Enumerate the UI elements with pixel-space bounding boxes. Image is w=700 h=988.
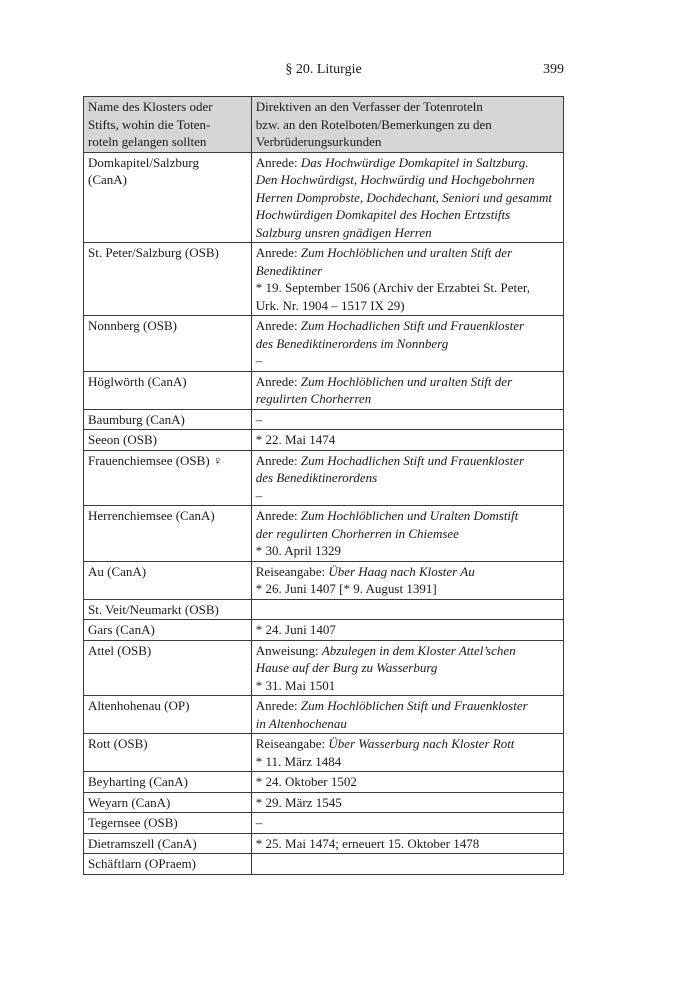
kloster-name-cell <box>84 371 252 409</box>
direktive-line <box>256 621 559 639</box>
direktive-cell <box>251 430 563 451</box>
direktive-line <box>256 487 559 505</box>
kloster-name: Altenhohenau (OP) <box>88 698 190 713</box>
table-row <box>84 243 564 316</box>
plain-text: – <box>255 815 263 830</box>
kloster-name-cell <box>84 696 252 734</box>
kloster-name: Tegernsee (OSB) <box>88 815 178 830</box>
plain-text: Reiseangabe: <box>255 736 329 751</box>
kloster-name-cell <box>84 450 252 506</box>
direktive-line <box>256 431 559 449</box>
direktive-cell <box>251 561 563 599</box>
table-row <box>84 450 564 506</box>
direktive-line <box>256 642 559 660</box>
plain-text: Anrede: <box>255 508 301 523</box>
kloster-name-cell <box>84 506 252 562</box>
direktive-line <box>256 469 559 487</box>
kloster-name: Dietramszell (CanA) <box>88 835 197 851</box>
kloster-name-cell <box>84 640 252 696</box>
running-head <box>83 62 564 82</box>
direktive-line <box>256 753 559 771</box>
direktive-cell <box>251 813 563 834</box>
italic-text: Benediktiner <box>255 262 323 278</box>
direktive-line <box>256 697 559 715</box>
direktive-cell <box>251 620 563 641</box>
direktive-line <box>256 373 559 391</box>
table-row <box>84 792 564 813</box>
header-line: Direktiven an den Verfasser der Totenroteln <box>255 99 483 114</box>
header-line: bzw. an den Rotelboten/Bemerkungen zu den <box>255 116 492 132</box>
direktive-line <box>256 352 559 370</box>
direktive-line <box>256 814 559 832</box>
plain-text: * 22. Mai 1474 <box>255 432 336 447</box>
table-row <box>84 854 564 875</box>
direktive-cell <box>251 316 563 372</box>
plain-text: * 11. März 1484 <box>255 753 342 769</box>
direktive-line <box>256 317 559 335</box>
plain-text: * 26. Juni 1407 [* 9. August 1391] <box>255 581 437 596</box>
direktive-cell <box>251 833 563 854</box>
plain-text: – <box>255 353 263 368</box>
italic-text: regulirten Chorherren <box>255 391 372 406</box>
kloster-name: Attel (OSB) <box>88 642 152 658</box>
kloster-name: Au (CanA) <box>88 563 147 579</box>
kloster-name: Seeon (OSB) <box>88 432 157 447</box>
direktive-line <box>256 580 559 598</box>
italic-text: Herren Domprobste, Dochdechant, Seniori und gesammt <box>255 189 552 205</box>
direktive-line <box>256 735 559 753</box>
header-line: Stifts, wohin die Toten- <box>88 116 211 132</box>
kloster-name: St. Veit/Neumarkt (OSB) <box>88 601 219 617</box>
direktive-line <box>256 244 559 262</box>
direktive-line <box>256 659 559 677</box>
direktive-cell <box>251 696 563 734</box>
kloster-name-cell <box>84 561 252 599</box>
kloster-name: Beyharting (CanA) <box>88 774 189 789</box>
kloster-name-cell <box>84 620 252 641</box>
kloster-name: Höglwörth (CanA) <box>88 373 187 389</box>
direktive-line <box>256 677 559 695</box>
italic-text: Hochwürdigen Domkapitel des Hochen Ertzstifts <box>255 207 511 222</box>
direktive-line <box>256 411 559 429</box>
italic-text: Den Hochwürdigst, Hochwürdig und Hochgebohrnen <box>255 172 535 187</box>
kloster-name: Gars (CanA) <box>88 622 155 637</box>
direktive-line <box>256 171 559 189</box>
italic-text: der regulirten Chorherren in Chiemsee <box>255 525 459 541</box>
plain-text: * 29. März 1545 <box>255 794 342 810</box>
plain-text: Anrede: <box>255 154 301 170</box>
plain-text: Urk. Nr. 1904 – 1517 IX 29) <box>255 297 405 313</box>
table-row <box>84 152 564 243</box>
kloster-name-cell <box>84 813 252 834</box>
plain-text: Anrede: <box>255 318 301 333</box>
direktive-cell <box>251 772 563 793</box>
direktive-cell <box>251 506 563 562</box>
direktive-cell <box>251 450 563 506</box>
italic-text: Abzulegen in dem Kloster Attel’schen <box>321 642 516 658</box>
column-header-direktiven <box>251 97 563 153</box>
page-number: 399 <box>543 62 564 77</box>
italic-text: Zum Hochlöblichen und Uralten Domstift <box>300 508 519 523</box>
italic-text: Hause auf der Burg zu Wasserburg <box>255 660 438 675</box>
table-row <box>84 833 564 854</box>
direktive-line <box>256 335 559 353</box>
kloster-name: Schäftlarn (OPraem) <box>88 856 196 871</box>
kloster-name: Herrenchiemsee (CanA) <box>88 508 215 523</box>
direktive-cell <box>251 371 563 409</box>
table-row <box>84 696 564 734</box>
plain-text: – <box>255 411 263 427</box>
kloster-name: Rott (OSB) <box>88 736 148 751</box>
direktive-cell <box>251 152 563 243</box>
kloster-name: St. Peter/Salzburg (OSB) <box>88 245 219 260</box>
table-row <box>84 734 564 772</box>
plain-text: Anrede: <box>255 698 301 713</box>
plain-text: Anweisung: <box>255 642 322 658</box>
plain-text: * 24. Juni 1407 <box>255 622 336 637</box>
table-row <box>84 599 564 620</box>
table-row <box>84 813 564 834</box>
kloster-name-cell <box>84 409 252 430</box>
direktive-line <box>256 507 559 525</box>
direktive-cell <box>251 409 563 430</box>
plain-text: * 30. April 1329 <box>255 543 341 558</box>
italic-text: Zum Hochlöblichen und uralten Stift der <box>300 245 513 260</box>
italic-text: Salzburg unsren gnädigen Herren <box>255 224 432 240</box>
direktive-cell <box>251 854 563 875</box>
plain-text: * 24. Oktober 1502 <box>255 774 357 789</box>
direktive-line <box>256 189 559 207</box>
direktive-line <box>256 794 559 812</box>
direktive-line <box>256 525 559 543</box>
direktive-cell <box>251 734 563 772</box>
kloster-name: Nonnberg (OSB) <box>88 318 177 333</box>
kloster-name: (CanA) <box>88 172 127 187</box>
kloster-name-cell <box>84 599 252 620</box>
table-row <box>84 409 564 430</box>
table-row <box>84 640 564 696</box>
italic-text: Zum Hochadlichen Stift und Frauenkloster <box>300 452 525 468</box>
table-row <box>84 620 564 641</box>
direktive-line <box>256 773 559 791</box>
plain-text: * 25. Mai 1474; erneuert 15. Oktober 1478 <box>255 835 480 851</box>
italic-text: Zum Hochadlichen Stift und Frauenkloster <box>300 318 525 333</box>
direktive-line <box>256 715 559 733</box>
kloster-name-cell <box>84 792 252 813</box>
kloster-name-cell <box>84 430 252 451</box>
italic-text: in Altenhochenau <box>255 715 347 731</box>
table-row <box>84 506 564 562</box>
italic-text: des Benediktinerordens <box>255 470 378 485</box>
italic-text: Das Hochwürdige Domkapitel in Saltzburg. <box>300 154 529 170</box>
kloster-name-cell <box>84 833 252 854</box>
direktive-line <box>256 835 559 853</box>
direktive-line <box>256 452 559 470</box>
direktive-line <box>256 279 559 297</box>
column-header-kloster <box>84 97 252 153</box>
table-row <box>84 561 564 599</box>
header-line: Name des Klosters oder <box>88 99 213 114</box>
direktive-line <box>256 542 559 560</box>
header-line: roteln gelangen sollten <box>88 134 207 149</box>
kloster-name: Baumburg (CanA) <box>88 411 185 427</box>
kloster-name-cell <box>84 152 252 243</box>
italic-text: Über Wasserburg nach Kloster Rott <box>328 736 515 751</box>
direktive-line <box>256 262 559 280</box>
kloster-name-cell <box>84 772 252 793</box>
plain-text: Anrede: <box>255 373 301 389</box>
table-row <box>84 430 564 451</box>
totenrotel-table <box>83 96 564 875</box>
italic-text: Zum Hochlöblichen und uralten Stift der <box>300 373 513 389</box>
direktive-line <box>256 224 559 242</box>
direktive-line <box>256 297 559 315</box>
kloster-name-cell <box>84 734 252 772</box>
italic-text: des Benediktinerordens im Nonnberg <box>255 335 449 351</box>
table-row <box>84 772 564 793</box>
header-line: Verbrüderungsurkunden <box>255 134 382 149</box>
kloster-name-cell <box>84 316 252 372</box>
plain-text: * 19. September 1506 (Archiv der Erzabtei St. Peter, <box>255 280 530 295</box>
running-head-title: § 20. Liturgie <box>285 62 362 77</box>
direktive-cell <box>251 640 563 696</box>
direktive-line <box>256 563 559 581</box>
plain-text: Reiseangabe: <box>255 563 329 579</box>
direktive-line <box>256 206 559 224</box>
italic-text: Zum Hochlöblichen Stift und Frauenkloster <box>300 698 528 713</box>
direktive-cell <box>251 599 563 620</box>
kloster-name: Weyarn (CanA) <box>88 794 171 810</box>
kloster-name: Domkapitel/Salzburg <box>88 154 199 170</box>
kloster-name-cell <box>84 854 252 875</box>
table-row <box>84 371 564 409</box>
table-row <box>84 316 564 372</box>
kloster-name-cell <box>84 243 252 316</box>
table-header-row <box>84 97 564 153</box>
direktive-cell <box>251 792 563 813</box>
kloster-name: Frauenchiemsee (OSB) ♀ <box>88 452 223 468</box>
table-body <box>84 152 564 874</box>
italic-text: Über Haag nach Kloster Au <box>328 563 475 579</box>
direktive-cell <box>251 243 563 316</box>
plain-text: * 31. Mai 1501 <box>255 677 336 693</box>
direktive-line <box>256 390 559 408</box>
plain-text: Anrede: <box>255 245 301 260</box>
plain-text: Anrede: <box>255 452 301 468</box>
direktive-line <box>256 154 559 172</box>
plain-text: – <box>255 487 263 503</box>
